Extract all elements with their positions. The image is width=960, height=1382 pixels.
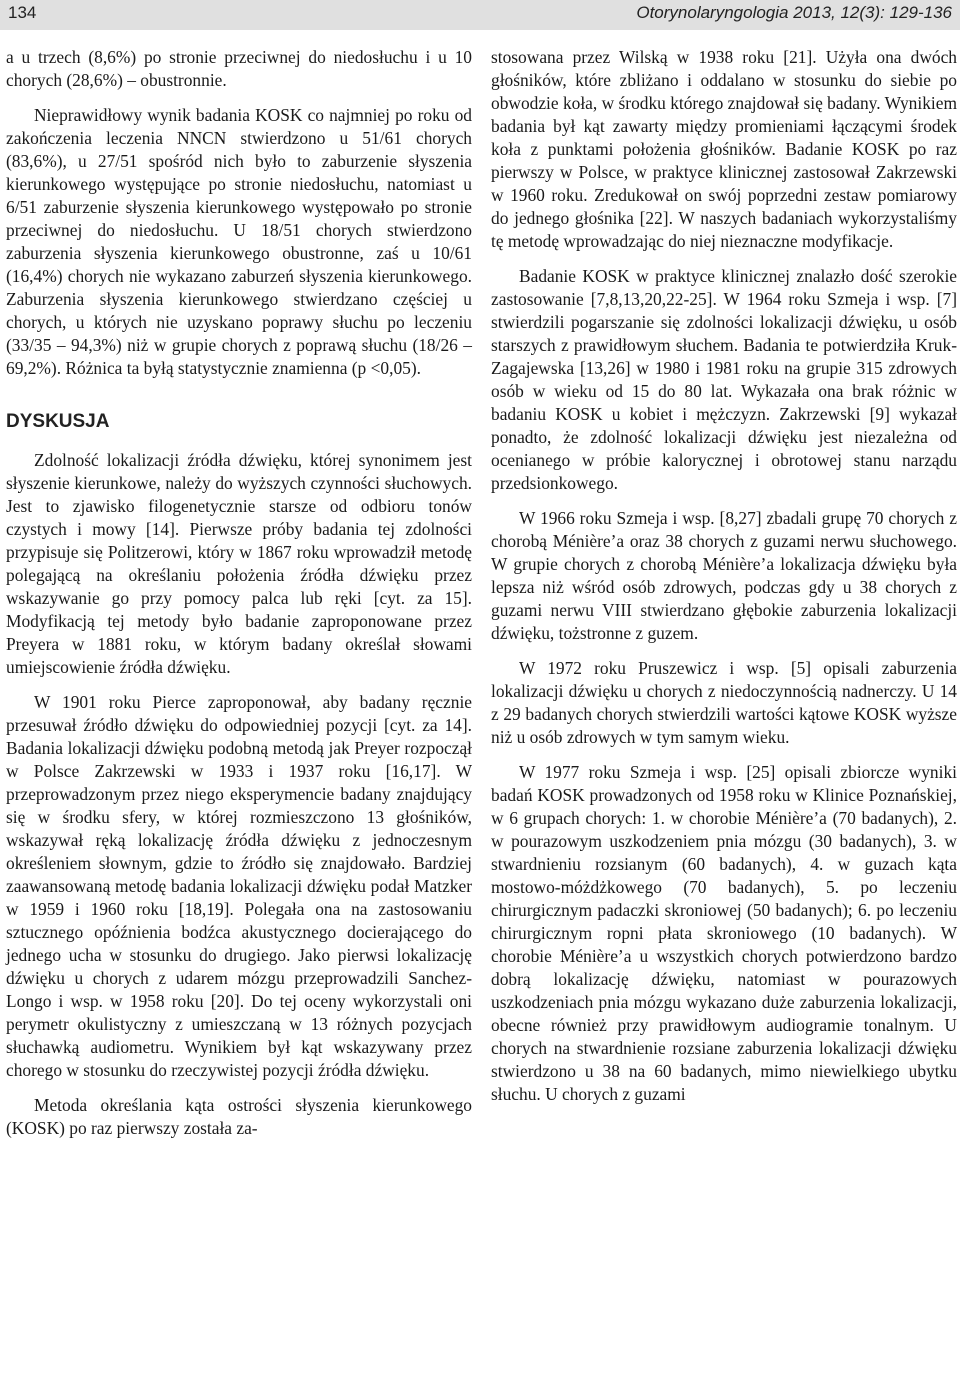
paragraph: Nieprawidłowy wynik badania KOSK co najmniej po roku od zakończenia leczenia NNCN stwierdzono u 51/61 chorych (83,6%), u 27/51 spośród nich było to zaburzenie słyszenia kierunkowego występujące po stronie niedosłuchu, natomiast u 6/51 zaburzenie słyszenia kierunkowego występowało po stronie przeciwnej do niedosłuchu. U 18/51 chorych stwierdzono zaburzenia słyszenia kierunkowego obustronne, zaś u 10/61 (16,4%) chorych nie wykazano zaburzeń słyszenia kierunkowego. Zaburzenia słyszenia kierunkowego stwierdzano częściej u chorych, u których nie uzyskano poprawy słuchu po leczeniu (33/35 – 94,3%) niż w grupie chorych z poprawą słuchu (18/26 – 69,2%). Różnica ta byłą statystycznie znamienna (p <0,05). <box>6 105 472 378</box>
paragraph: W 1977 roku Szmeja i wsp. [25] opisali zbiorcze wyniki badań KOSK prowadzonych od 1958 roku w Klinice Poznańskiej, w 6 grupach chorych: 1. w chorobie Ménière’a (70 badanych), 2. w pourazowym uszkodzeniem pnia mózgu (30 badanych), 3. w stwardnieniu rozsianym (60 badanych), 4. w guzach kąta mostowo-móżdżkowego (70 badanych), 5. po leczeniu chirurgicznym padaczki skroniowej (50 badanych); 6. po leczeniu chirurgicznym ropni płata skroniowego (10 badanych). W chorobie Ménière’a u wszystkich chorych potwierdzono bardzo dobrą lokalizację dźwięku, natomiast w pourazowych uszkodzeniach pnia mózgu wykazano duże zaburzenia lokalizacji, obecne również przy prawidłowym audiogramie tonalnym. U chorych na stwardnienie rozsiane zaburzenia lokalizacji dźwięku stwierdzono u 38 na 60 badanych, mimo niewielkiego ubytku słuchu. U chorych z guzami <box>491 762 957 1104</box>
right-column <box>491 46 957 1106</box>
page-number: 134 <box>8 3 37 22</box>
paragraph: stosowana przez Wilską w 1938 roku [21]. Użyła ona dwóch głośników, które zbliżano i oddalano w stosunku do siebie po obwodzie koła, w środku którego znajdował się badany. Wynikiem badania był kąt zawarty między promieniami łączącymi środek koła z punktami położenia głośników. Badanie KOSK po raz pierwszy w Polsce, w praktyce klinicznej zastosował Zakrzewski w 1960 roku. Zredukował on swój poprzedni zestaw pomiarowy do jednego głośnika [22]. W naszych badaniach wykorzystaliśmy tę metodę wprowadzając do niej nieznaczne modyfikacje. <box>491 47 957 251</box>
paragraph: W 1972 roku Pruszewicz i wsp. [5] opisali zaburzenia lokalizacji dźwięku u chorych z niedoczynnością nadnerczy. U 14 z 29 badanych chorych stwierdzili wartości kątowe KOSK wyższe niż u osób zdrowych w tym samym wieku. <box>491 658 957 747</box>
running-header <box>0 0 960 30</box>
paragraph: Badanie KOSK w praktyce klinicznej znalazło dość szerokie zastosowanie [7,8,13,20,22-25]. W 1964 roku Szmeja i wsp. [7] stwierdzili pogarszanie się zdolności lokalizacji dźwięku, u osób starszych z prawidłowym słuchem. Badania te potwierdziła Kruk-Zagajewska [13,26] w 1980 i 1981 roku na grupie 315 zdrowych osób w wieku od 15 do 80 lat. Wykazała ona brak różnic w badaniu KOSK u kobiet i mężczyzn. Zakrzewski [9] wykazał ponadto, że zdolność lokalizacji dźwięku jest niezależna od ocenianego w próbie kalorycznej i obrotowej stanu narządu przedsionkowego. <box>491 266 957 493</box>
paragraph: Zdolność lokalizacji źródła dźwięku, której synonimem jest słyszenie kierunkowe, należy do wyższych czynności słuchowych. Jest to zjawisko filogenetycznie starsze od odbioru tonów czystych i mowy [14]. Pierwsze próby badania tej zdolności przypisuje się Politzerowi, który w 1867 roku wprowadził metodę polegającą na określaniu położenia źródła dźwięku przez wskazywanie go przy pomocy palca lub ręki [cyt. za 15]. Modyfikacją tej metody było badanie zaproponowane przez Preyera w 1881 roku, w którym badany określał słowami umiejscowienie źródła dźwięku. <box>6 450 472 677</box>
left-column <box>6 46 472 1140</box>
paragraph: Metoda określania kąta ostrości słyszenia kierunkowego (KOSK) po raz pierwszy została za- <box>6 1095 472 1138</box>
paragraph: a u trzech (8,6%) po stronie przeciwnej do niedosłuchu i u 10 chorych (28,6%) – obustronnie. <box>6 47 472 90</box>
paragraph: W 1966 roku Szmeja i wsp. [8,27] zbadali grupę 70 chorych z chorobą Ménière’a oraz 38 chorych z guzami nerwu słuchowego. W grupie chorych z chorobą Ménière’a lokalizacja dźwięku była lepsza niż wśród osób zdrowych, podczas gdy u 38 chorych z guzami nerwu VIII stwierdzano głębokie zaburzenia lokalizacji dźwięku, tożstronne z guzem. <box>491 508 957 643</box>
paragraph: W 1901 roku Pierce zaproponował, aby badany ręcznie przesuwał źródło dźwięku do odpowiedniej pozycji [cyt. za 14]. Badania lokalizacji dźwięku podobną metodą jak Preyer rozpoczął w Polsce Zakrzewski w 1933 i 1937 roku [16,17]. W przeprowadzonym przez niego eksperymencie badany znajdujący się w środku sfery, w której rozmieszczono 13 głośników, wskazywał ręką lokalizację źródła dźwięku z jednoczesnym określeniem słownym, gdzie to źródło się znajdowało. Bardziej zaawansowaną metodę badania lokalizacji dźwięku podał Matzker w 1959 i 1960 roku [18,19]. Polegała ona na zastosowaniu sztucznego opóźnienia bodźca akustycznego docierającego do jednego ucha w stosunku do drugiego. Jako pierwsi lokalizację dźwięku u chorych z udarem mózgu przeprowadzili Sanchez-Longo i wsp. w 1958 roku [20]. Do tej oceny wykorzystali oni perymetr okulistyczny z umieszczaną w 13 różnych pozycjach słuchawką audiometru. Wynikiem był kąt wskazywany przez chorego w stosunku do rzeczywistej pozycji źródła dźwięku. <box>6 692 472 1080</box>
section-heading: DYSKUSJA <box>6 411 110 432</box>
journal-citation: Otorynolaryngologia 2013, 12(3): 129-136 <box>636 3 952 22</box>
